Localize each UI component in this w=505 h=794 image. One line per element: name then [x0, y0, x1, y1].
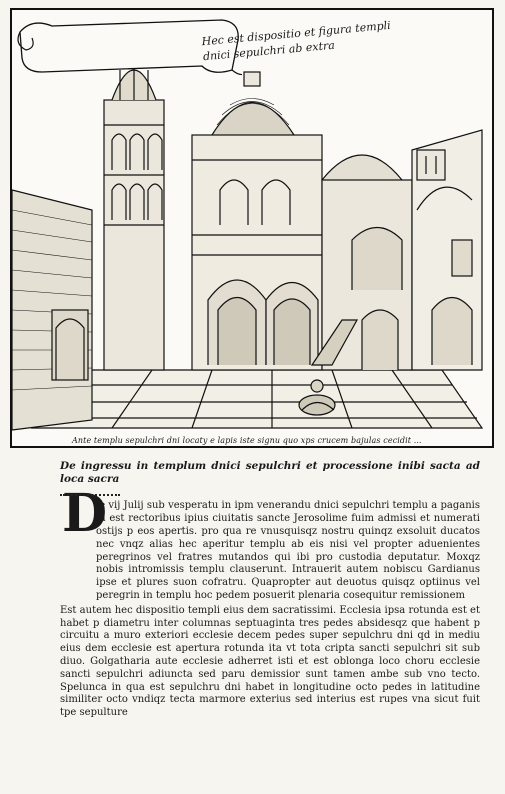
drop-cap: D — [62, 483, 108, 544]
body-text — [60, 460, 480, 722]
banner-title: Hec est dispositio et figura templi dnici sepulchri ab extra — [201, 18, 392, 64]
illustration-caption: Ante templu sepulchri dni locaty e lapis iste signu quo xps crucem bajulas cecidit ... — [72, 436, 422, 445]
paragraph-1: ie vij Julij sub vesperatu in ipm venerandu dnici sepulchri templu a paganis id est rectoribus ipius ciuitatis sancte Jerosolime fuim admissi et numerati ostijs p eos apertis. pro qua re vnusquisqz nostru quinqz exsoluit ducatos nec vnqz alias hec aperitur templu ab eis nisi vel propter aduenientes peregrinos vel fratres mutandos qui ibi pro custodia deputatur. Moxqz nobis intromissis templu clauserunt. Intrauerit autem nobiscu Gardianus ipse et plures suon cofratru. Quapropter aut deuotus quisqz optiinus vel peregrin in templu hoc pedem posuerit plenaria cosequitur remissionem — [96, 500, 480, 601]
paragraph-2: Est autem hec dispositio templi eius dem sacratissimi. Ecclesia ipsa rotunda est et habet p diametru inter columnas septuaginta tres pedes absidesqz que habent p circuitu a muro exteriori ecclesie decem pedes super sepulchru dni qd in mediu eius dem ecclesie est apertura rotunda ita vt tota cripta sancti sepulchri sit sub diuo. Golgatharia aute ecclesie adherret isti et est oblonga loco choru ecclesie sancti sepulchri adiuncta sed paru demissior sunt tamen ambe sub vno tecto. Spelunca in qua est sepulchru dni habet in longitudine octo pedes in latitudine similiter octo vndiqz tecta marmore exterius sed interius est rupes vna sicut fuit tpe sepulture — [60, 604, 480, 719]
ornament-line — [60, 490, 120, 496]
woodcut-illustration — [10, 8, 494, 448]
chapter-heading: De ingressu in templum dnici sepulchri et processione inibi sacta ad loca sacra — [60, 460, 480, 485]
